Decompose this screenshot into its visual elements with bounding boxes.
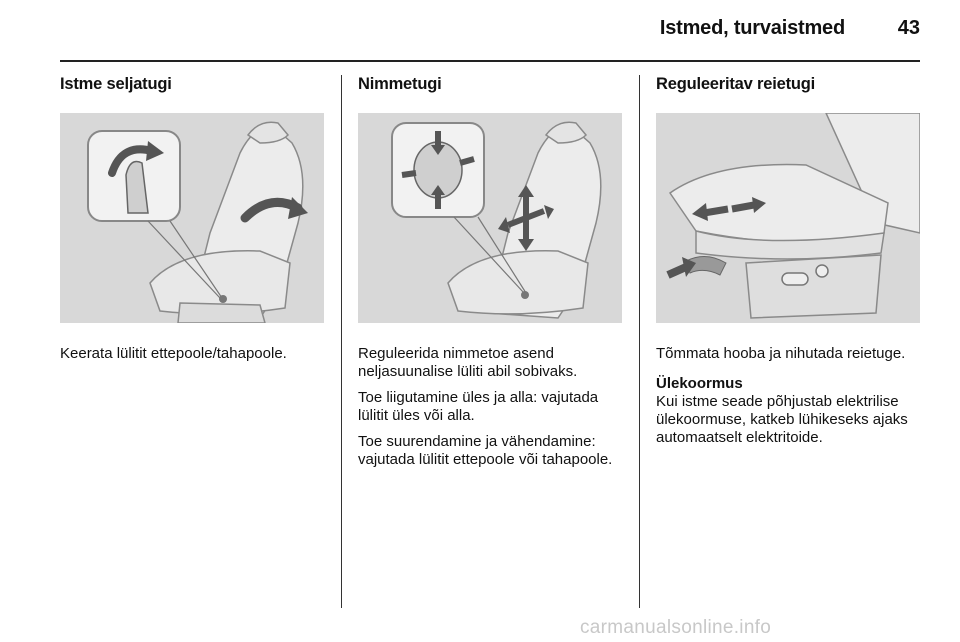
column-divider-2 <box>639 75 640 608</box>
page-number: 43 <box>897 17 920 39</box>
section-heading: Reguleeritav reietugi <box>656 75 816 93</box>
paragraph: Keerata lülitit ettepoole/tahapoole. <box>60 345 287 362</box>
paragraph: Toe suurendamine ja vähendamine: vajutada lülitit ettepoole või tahapoole. <box>358 433 613 468</box>
lumbar-support-illustration <box>358 113 622 323</box>
section-heading: Istme seljatugi <box>60 75 172 93</box>
section-thigh-support <box>656 75 921 447</box>
paragraph: Toe liigutamine üles ja alla: vajutada lülitit üles või alla. <box>358 389 599 424</box>
section-lumbar-support <box>358 75 623 477</box>
page-header-title: Istmed, turvaistmed <box>659 17 845 39</box>
column-divider-1 <box>341 75 342 608</box>
paragraph: Tõmmata hooba ja nihutada reietuge. <box>656 345 906 362</box>
watermark: carmanualsonline.info <box>580 617 772 638</box>
thigh-support-illustration <box>656 113 920 323</box>
header-rule <box>60 60 920 62</box>
section-heading: Nimmetugi <box>358 75 442 93</box>
paragraph: Kui istme seade põhjustab elektrilise ülekoormuse, katkeb lühikeseks ajaks automaatselt elektritoide. <box>656 393 908 446</box>
paragraph: Reguleerida nimmetoe asend neljasuunalise lüliti abil sobivaks. <box>358 345 578 380</box>
subheading-overload: Ülekoormus <box>656 375 743 392</box>
section-backrest <box>60 75 325 371</box>
backrest-illustration <box>60 113 324 323</box>
